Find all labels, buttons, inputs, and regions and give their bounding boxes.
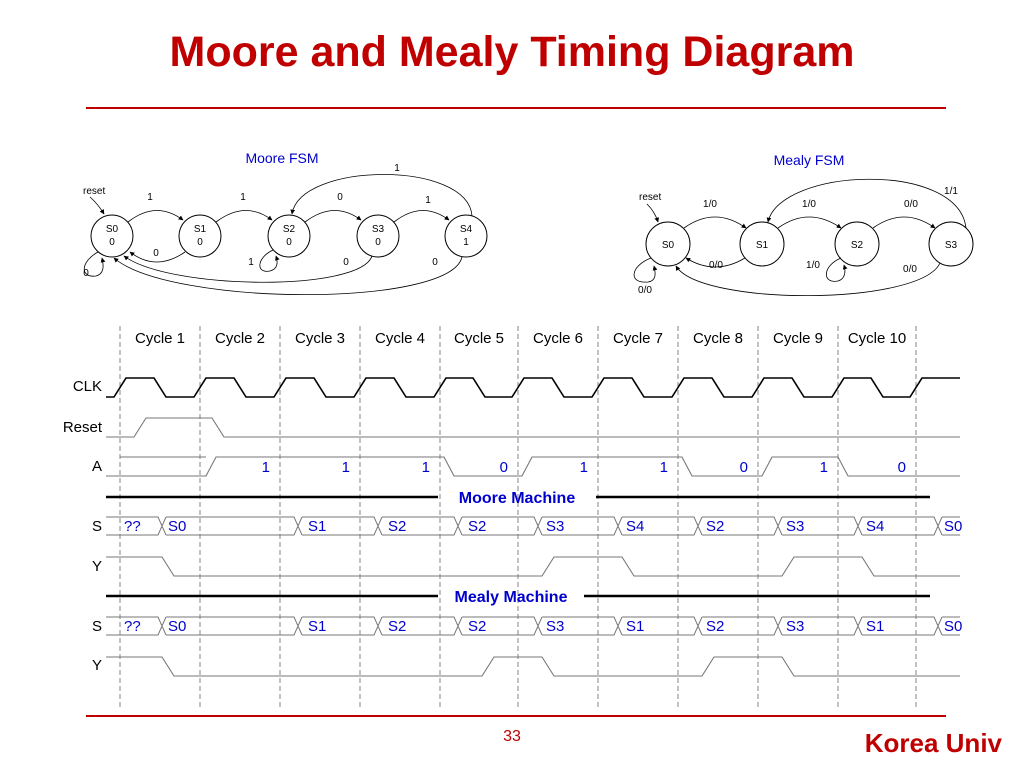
moore-arc-s0-s1: [128, 210, 183, 222]
moore-y-waveform: [106, 557, 960, 576]
mealy-arc-label: 1/0: [703, 199, 717, 210]
moore-arc-label: 0: [432, 257, 438, 268]
moore-fsm: [83, 150, 487, 295]
cycle-label: Cycle 7: [612, 330, 664, 347]
mealy-s-label: S: [91, 618, 102, 635]
mealy-fsm-title: Mealy FSM: [773, 152, 845, 168]
mealy-reset-arrow: [647, 204, 658, 222]
cycle-label: Cycle 1: [134, 330, 186, 347]
page-number: 33: [503, 728, 521, 745]
a-label: A: [91, 458, 102, 475]
mealy-arc-s1-s2: [778, 217, 841, 228]
clk-label: CLK: [72, 378, 102, 395]
a-value: 0: [739, 459, 748, 476]
moore-arc-s2-s2: [260, 250, 277, 271]
moore-state-name: S0: [105, 224, 119, 235]
moore-s-value: S1: [308, 518, 327, 535]
mealy-state-s2: [835, 222, 879, 266]
moore-s-label: S: [91, 518, 102, 535]
moore-s-value: ??: [124, 518, 141, 535]
footer-brand: Korea Univ: [864, 728, 1002, 758]
mealy-s-value: S2: [388, 618, 407, 635]
moore-s-value: S3: [786, 518, 805, 535]
moore-state-name: S4: [459, 224, 473, 235]
moore-state-output: 0: [375, 237, 381, 248]
mealy-s-value: S0: [168, 618, 187, 635]
mealy-y-label: Y: [91, 657, 102, 674]
cycle-label: Cycle 4: [374, 330, 426, 347]
mealy-arc-s2-s3: [873, 217, 935, 228]
cycle-label: Cycle 5: [453, 330, 505, 347]
clk-waveform: [106, 378, 960, 397]
moore-arc-label: 1: [425, 195, 431, 206]
moore-arc-label: 1: [394, 163, 400, 174]
mealy-arc-label: 1/0: [806, 260, 820, 271]
a-value: 1: [261, 459, 270, 476]
cycle-label: Cycle 9: [772, 330, 824, 347]
a-value: 1: [421, 459, 430, 476]
moore-arc-label: 0: [337, 192, 343, 203]
slide-title: Moore and Mealy Timing Diagram: [169, 28, 855, 76]
moore-state-output: 0: [197, 237, 203, 248]
mealy-arc-s0-s1: [684, 217, 746, 228]
moore-state-name: S3: [371, 224, 385, 235]
mealy-s-value: S2: [468, 618, 487, 635]
moore-y-label: Y: [91, 558, 102, 575]
moore-state-s0: [91, 215, 133, 257]
mealy-state-s1: [740, 222, 784, 266]
mealy-state-s3: [929, 222, 973, 266]
mealy-arc-label: 0/0: [903, 264, 917, 275]
cycle-label: Cycle 2: [214, 330, 266, 347]
moore-state-output: 0: [109, 237, 115, 248]
mealy-s-value: S1: [308, 618, 327, 635]
mealy-s-value: S0: [944, 618, 963, 635]
a-value: 1: [819, 459, 828, 476]
moore-s-value: S0: [168, 518, 187, 535]
mealy-state-name: S1: [755, 240, 769, 251]
moore-state-name: S2: [282, 224, 296, 235]
mealy-arc-label: 0/0: [709, 260, 723, 271]
moore-reset-arrow: [90, 197, 104, 214]
cycle-label: Cycle 10: [847, 330, 907, 347]
a-value: 0: [897, 459, 906, 476]
moore-state-s2: [268, 215, 310, 257]
moore-arc-label: 0: [343, 257, 349, 268]
a-waveform: [106, 457, 960, 476]
mealy-state-s0: [646, 222, 690, 266]
mealy-s-bus: [106, 617, 963, 635]
timing-diagram: [63, 326, 963, 708]
moore-header: Moore Machine: [458, 490, 576, 507]
moore-s-value: S4: [626, 518, 645, 535]
moore-arc-label: 1: [240, 192, 246, 203]
moore-s-value: S0: [944, 518, 963, 535]
moore-arc-s4-s0: [114, 257, 462, 295]
moore-arc-label: 1: [147, 192, 153, 203]
moore-state-s4: [445, 215, 487, 257]
moore-arc-label: 0: [83, 268, 89, 279]
moore-state-s1: [179, 215, 221, 257]
mealy-arc-label: 0/0: [904, 199, 918, 210]
mealy-state-name: S3: [944, 240, 958, 251]
mealy-arc-label: 1/1: [944, 186, 958, 197]
moore-state-output: 1: [463, 237, 469, 248]
moore-s-value: S2: [706, 518, 725, 535]
mealy-reset-label: reset: [639, 192, 662, 203]
mealy-y-waveform: [106, 657, 960, 676]
mealy-header: Mealy Machine: [454, 589, 568, 606]
cycle-label: Cycle 6: [532, 330, 584, 347]
moore-arc-s2-s3: [305, 210, 361, 222]
mealy-fsm: [634, 152, 973, 296]
moore-s-value: S2: [468, 518, 487, 535]
mealy-s-value: S1: [626, 618, 645, 635]
a-value: 1: [659, 459, 668, 476]
mealy-s-value: ??: [124, 618, 141, 635]
moore-reset-label: reset: [83, 186, 106, 197]
mealy-s-value: S2: [706, 618, 725, 635]
a-value: 0: [499, 459, 508, 476]
moore-state-s3: [357, 215, 399, 257]
moore-state-output: 0: [286, 237, 292, 248]
mealy-arc-s2-s2: [826, 258, 845, 281]
moore-s-value: S4: [866, 518, 885, 535]
moore-arc-label: 0: [153, 248, 159, 259]
cycle-label: Cycle 8: [692, 330, 744, 347]
reset-label: Reset: [62, 419, 102, 436]
moore-state-name: S1: [193, 224, 207, 235]
cycle-label: Cycle 3: [294, 330, 346, 347]
mealy-arc-label: 1/0: [802, 199, 816, 210]
mealy-arc-s0-s0: [634, 258, 655, 282]
moore-s-value: S3: [546, 518, 565, 535]
mealy-state-name: S0: [661, 240, 675, 251]
mealy-s-value: S3: [786, 618, 805, 635]
moore-s-value: S2: [388, 518, 407, 535]
moore-s-bus: [106, 517, 963, 535]
moore-arc-s3-s4: [394, 210, 449, 222]
a-value: 1: [341, 459, 350, 476]
mealy-arc-label: 0/0: [638, 285, 652, 296]
moore-fsm-title: Moore FSM: [245, 150, 319, 166]
moore-arc-s1-s2: [216, 210, 272, 222]
mealy-arc-s3-s1: [768, 179, 966, 228]
moore-arc-s4-s2: [292, 175, 472, 217]
mealy-state-name: S2: [850, 240, 864, 251]
a-value: 1: [579, 459, 588, 476]
mealy-s-value: S3: [546, 618, 565, 635]
reset-waveform: [106, 418, 960, 437]
moore-arc-label: 1: [248, 257, 254, 268]
mealy-s-value: S1: [866, 618, 885, 635]
